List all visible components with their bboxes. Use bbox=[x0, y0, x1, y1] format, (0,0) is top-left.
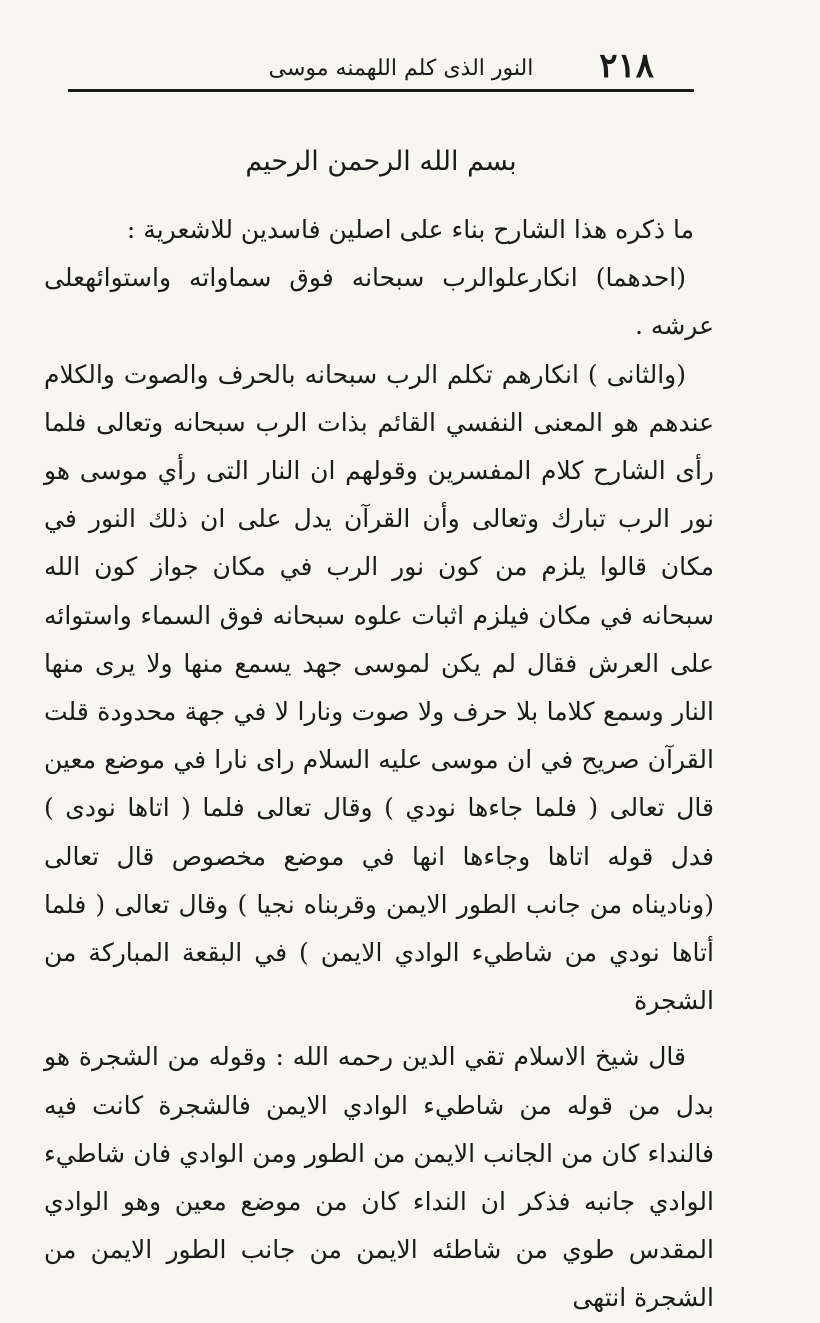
body-text bbox=[44, 206, 714, 1323]
page-header bbox=[68, 40, 694, 92]
page-number: ٢١٨ bbox=[599, 46, 654, 86]
header-rule bbox=[68, 89, 694, 92]
first-point-paragraph: (احدهما) انكارعلوالرب سبحانه فوق سماواته واستوائهعلى عرشه . bbox=[44, 263, 714, 341]
intro-paragraph: ما ذكره هذا الشارح بناء على اصلين فاسدين للاشعرية : bbox=[126, 215, 694, 244]
second-point-paragraph: (والثانى ) انكارهم تكلم الرب سبحانه بالحرف والصوت والكلام عندهم هو المعنى النفسي القائم بذات الرب سبحانه وتعالى فلما رأى الشارح كلام المفسرين وقولهم ان النار التى رأي موسى هو نور الرب تبارك وتعالى وأن القرآن يدل على ان ذلك النور في مكان قالوا يلزم من كون نور الرب في مكان جواز كون الله سبحانه في مكان فيلزم اثبات علوه سبحانه فوق السماء واستوائه على العرش فقال لم يكن لموسى جهد يسمع منها ولا يرى منها النار وسمع كلاما بلا حرف ولا صوت ونارا لا في جهة محدودة قلت القرآن صريح في ان موسى عليه السلام راى نارا في موضع معين قال تعالى ( فلما جاءها نودي ) وقال تعالى فلما ( اتاها نودى ) فدل قوله اتاها وجاءها انها في موضع مخصوص قال تعالى (وناديناه من جانب الطور الايمن وقربناه نجيا ) وقال تعالى ( فلما أتاها نودي من شاطيء الوادي الايمن ) في البقعة المباركة من الشجرة bbox=[44, 359, 714, 1016]
basmala-heading: بسم الله الرحمن الرحيم bbox=[245, 146, 517, 177]
running-title: النور الذى كلم اللهمنه موسى bbox=[268, 56, 534, 81]
quotation-paragraph: قال شيخ الاسلام تقي الدين رحمه الله : وقوله من الشجرة هو بدل من قوله من شاطيء الوادي الايمن فالشجرة كانت فيه فالنداء كان من الجانب الايمن من الطور ومن الوادي فان شاطيء الوادي جانبه فذكر ان النداء كان من موضع معين وهو الوادي المقدس طوي من شاطئه الايمن من جانب الطور الايمن من الشجرة انتهى bbox=[44, 1042, 714, 1313]
